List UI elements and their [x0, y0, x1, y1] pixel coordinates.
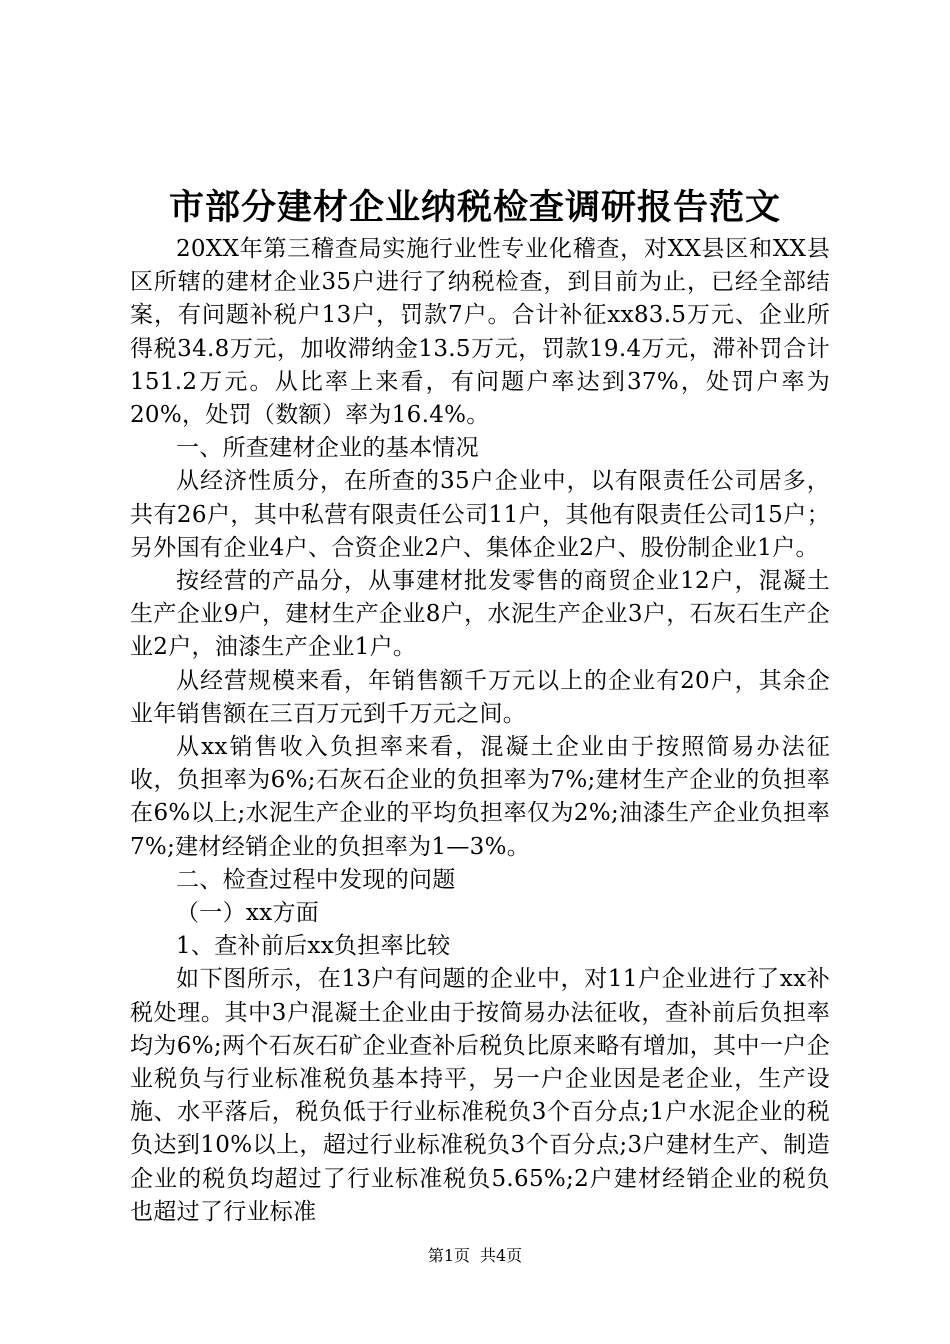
page-footer [0, 1245, 950, 1267]
page-total: 共4页 [480, 1246, 523, 1265]
page-number: 第1页 [427, 1246, 470, 1265]
paragraph-tax-burden: 从xx销售收入负担率来看，混凝土企业由于按照简易办法征收，负担率为6%;石灰石企业的负担率为7%;建材生产企业的负担率在6%以上;水泥生产企业的平均负担率仅为2%;油漆生产企业负担率7%;建材经销企业的负担率为1—3%。 [130, 734, 830, 860]
subsection-heading-1-1: 1、查补前后xx负担率比较 [176, 933, 451, 960]
section-heading-1: 一、所查建材企业的基本情况 [176, 435, 479, 462]
section-heading-2: 二、检查过程中发现的问题 [176, 866, 456, 893]
paragraph-comparison: 如下图所示，在13户有问题的企业中，对11户企业进行了xx补税处理。其中3户混凝土企业由于按简易办法征收，查补前后负担率均为6%;两个石灰石矿企业查补后税负比原来略有增加，其中一户企业税负与行业标准税负基本持平，另一户企业因是老企业，生产设施、水平落后，税负低于行业标准税负3个百分点;1户水泥企业的税负达到10%以上，超过行业标准税负3个百分点;3户建材生产、制造企业的税负均超过了行业标准税负5.65%;2户建材经销企业的税负也超过了行业标准 [130, 966, 830, 1225]
paragraph-intro: 20XX年第三稽查局实施行业性专业化稽查，对XX县区和XX县区所辖的建材企业35户进行了纳税检查，到目前为止，已经全部结案，有问题补税户13户，罚款7户。合计补征xx83.5万元、企业所得税34.8万元，加收滞纳金13.5万元，罚款19.4万元，滞补罚合计151.2万元。从比率上来看，有问题户率达到37%，处罚户率为20%，处罚（数额）率为16.4%。 [130, 236, 830, 429]
paragraph-economic-nature: 从经济性质分，在所查的35户企业中，以有限责任公司居多，共有26户，其中私营有限责任公司11户，其他有限责任公司15户；另外国有企业4户、合资企业2户、集体企业2户、股份制企业1户。 [130, 468, 830, 561]
paragraph-scale: 从经营规模来看，年销售额千万元以上的企业有20户，其余企业年销售额在三百万元到千万元之间。 [130, 667, 830, 727]
document-body [130, 233, 830, 1229]
subsection-heading-1: （一）xx方面 [176, 900, 320, 927]
paragraph-products: 按经营的产品分，从事建材批发零售的商贸企业12户，混凝土生产企业9户，建材生产企业8户，水泥生产企业3户，石灰石生产企业2户，油漆生产企业1户。 [130, 568, 830, 661]
page-title: 市部分建材企业纳税检查调研报告范文 [168, 187, 781, 228]
